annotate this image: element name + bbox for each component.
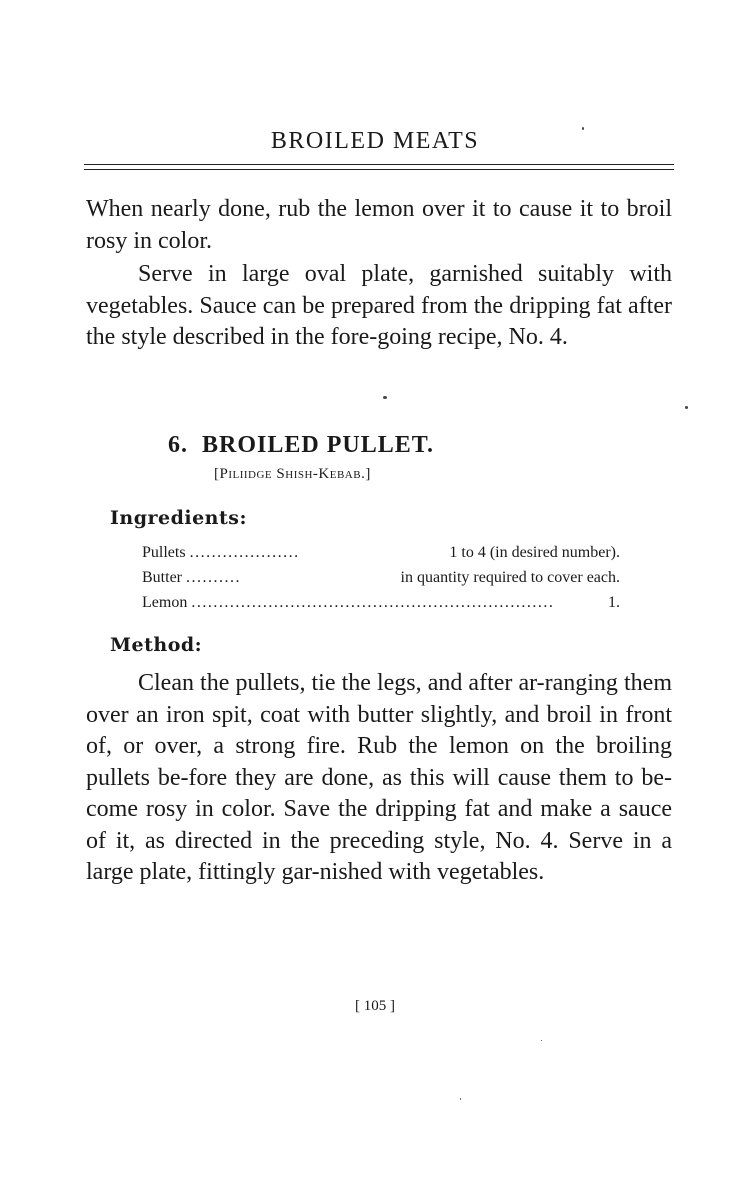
- leader-dots: ..................................................................: [191, 594, 555, 611]
- header-rule-bottom: [84, 169, 674, 170]
- print-speck: [383, 396, 387, 399]
- running-head: BROILED MEATS: [270, 128, 480, 154]
- recipe-subtitle: [Piliidge Shish-Kebab.]: [214, 466, 371, 482]
- ingredient-quantity: 1.: [608, 594, 620, 611]
- method-paragraph: Clean the pullets, tie the legs, and after ar-ranging them over an iron spit, coat with butter slightly, and broil in front of, or over, a strong fire. Rub the lemon on the broiling pullets be-fore they are done, as this will cause them to be-come rosy in color. Save the dripping fat and make a sauce of it, as directed in the preceding style, No. 4. Serve in a large plate, fittingly gar-nished with vegetables.: [86, 670, 672, 885]
- ingredient-quantity: in quantity required to cover each.: [400, 569, 620, 586]
- ingredient-name: Lemon: [142, 594, 188, 611]
- paragraph-continuation: When nearly done, rub the lemon over it to cause it to broil rosy in color.: [86, 196, 672, 254]
- paragraph-serving: Serve in large oval plate, garnished suitably with vegetables. Sauce can be prepared from the dripping fat after the style described in the fore-going recipe, No. 4.: [86, 261, 672, 350]
- method-label: Method:: [110, 634, 203, 656]
- print-speck: [460, 1098, 461, 1100]
- print-speck: [685, 406, 688, 409]
- ingredient-row: [142, 590, 620, 615]
- print-speck: [582, 127, 584, 130]
- print-speck: [541, 1040, 542, 1041]
- ingredient-row: [142, 565, 620, 590]
- ingredient-quantity: 1 to 4 (in desired number).: [449, 544, 620, 561]
- leader-dots: ....................: [189, 544, 300, 561]
- leader-dots: ..........: [186, 569, 241, 586]
- ingredient-row: [142, 540, 620, 565]
- header-rule-top: [84, 164, 674, 165]
- recipe-title: [168, 432, 434, 459]
- ingredients-label: Ingredients:: [110, 507, 247, 529]
- recipe-number: 6.: [168, 432, 188, 458]
- ingredients-list: [142, 540, 620, 615]
- ingredient-name: Pullets: [142, 544, 186, 561]
- recipe-title-text: BROILED PULLET.: [202, 432, 434, 458]
- page-number: [ 105 ]: [355, 998, 395, 1014]
- ingredient-name: Butter: [142, 569, 182, 586]
